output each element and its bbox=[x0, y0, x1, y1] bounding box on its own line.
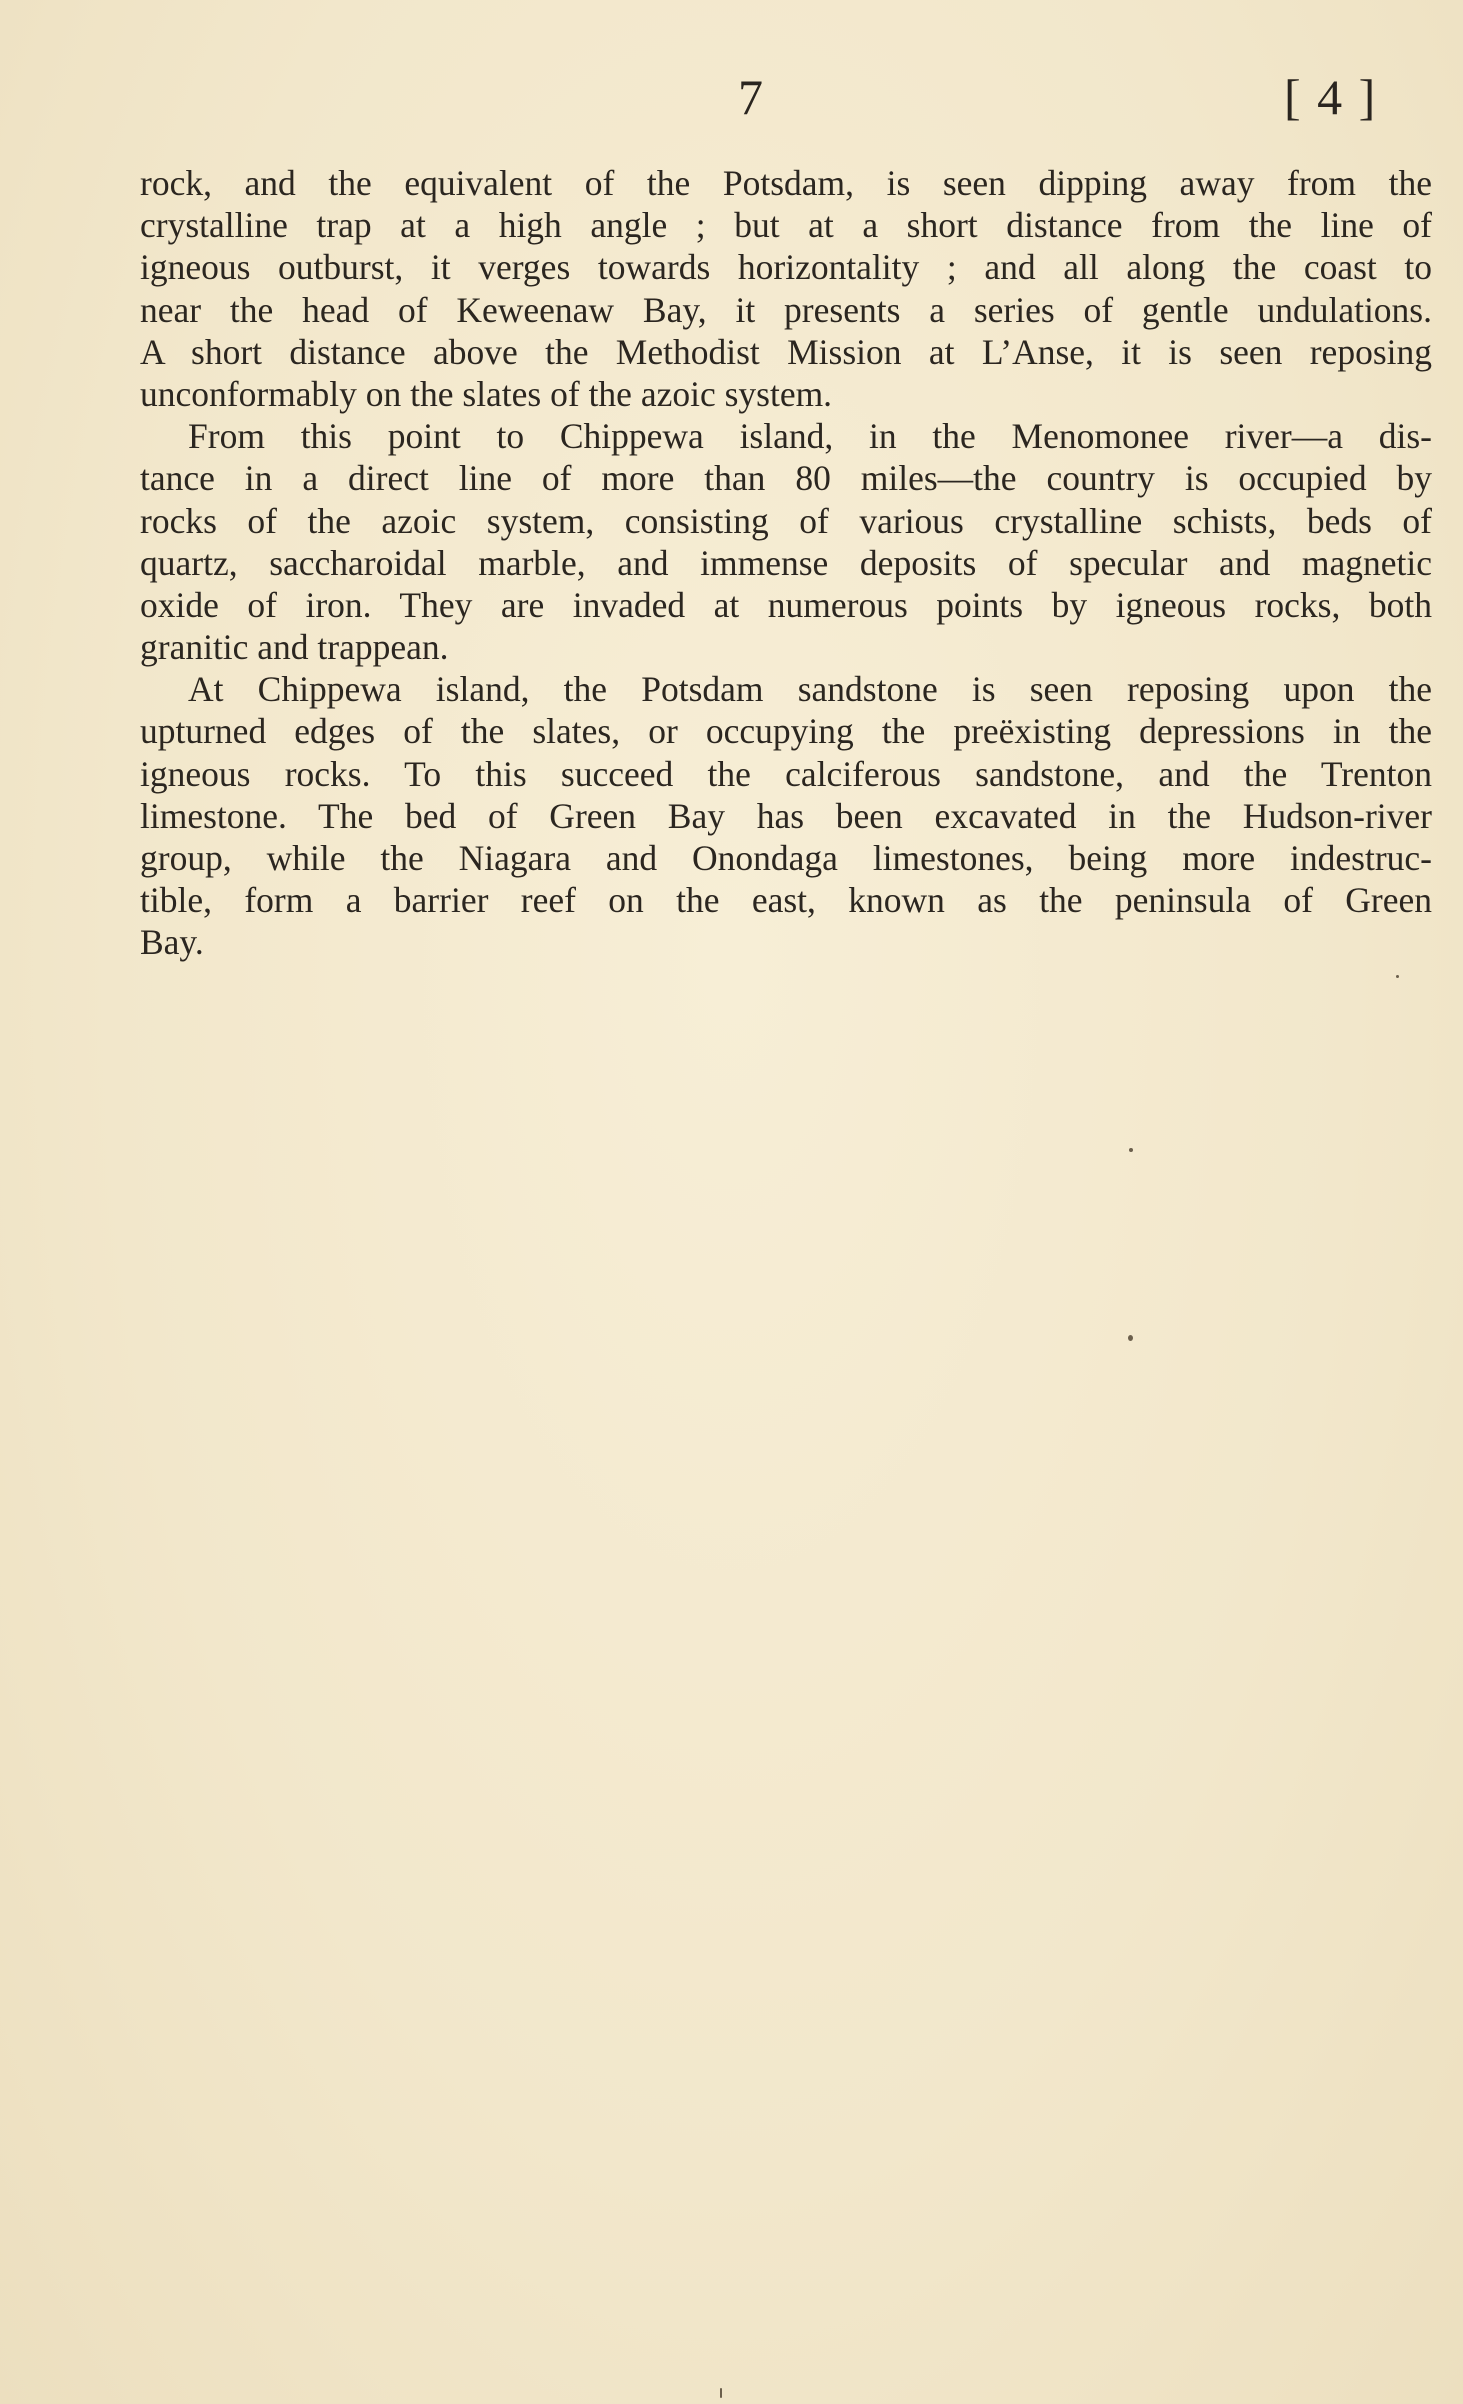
paragraph-3 bbox=[140, 668, 1432, 963]
text-line: upturned edges of the slates, or occupying the preëxisting depressions in the bbox=[140, 711, 1432, 752]
text-line: Bay. bbox=[140, 922, 204, 963]
text-line: granitic and trappean. bbox=[140, 627, 449, 668]
text-line: igneous rocks. To this succeed the calciferous sandstone, and the Trenton bbox=[140, 753, 1432, 794]
text-line: tible, form a barrier reef on the east, known as the peninsula of Green bbox=[140, 880, 1432, 921]
text-line: limestone. The bed of Green Bay has been excavated in the Hudson-river bbox=[140, 795, 1432, 836]
paper-speck bbox=[720, 2388, 722, 2398]
body-text bbox=[140, 162, 1432, 964]
paragraph-2 bbox=[140, 415, 1432, 668]
text-line: group, while the Niagara and Onondaga limestones, being more indestruc- bbox=[140, 838, 1432, 878]
text-line: near the head of Keweenaw Bay, it presents a series of gentle undulations. bbox=[140, 289, 1432, 330]
text-line: oxide of iron. They are invaded at numerous points by igneous rocks, both bbox=[140, 584, 1432, 625]
text-line: At Chippewa island, the Potsdam sandstone is seen reposing upon the bbox=[188, 669, 1432, 710]
text-line: quartz, saccharoidal marble, and immense deposits of specular and magnetic bbox=[140, 542, 1432, 583]
page-number: 7 bbox=[738, 69, 763, 125]
text-line: crystalline trap at a high angle ; but at a short distance from the line of bbox=[140, 205, 1432, 246]
text-line: igneous outburst, it verges towards horizontality ; and all along the coast to bbox=[140, 247, 1432, 288]
paragraph-1 bbox=[140, 162, 1432, 415]
document-number: [ 4 ] bbox=[1284, 69, 1378, 125]
text-line: unconformably on the slates of the azoic system. bbox=[140, 373, 833, 414]
paper-speck bbox=[1129, 1148, 1133, 1152]
text-line: rocks of the azoic system, consisting of various crystalline schists, beds of bbox=[140, 500, 1432, 541]
text-line: tance in a direct line of more than 80 miles—the country is occupied by bbox=[140, 458, 1432, 499]
paper-speck bbox=[1396, 975, 1399, 978]
text-line: rock, and the equivalent of the Potsdam, is seen dipping away from the bbox=[140, 163, 1432, 203]
text-line: A short distance above the Methodist Mission at L’Anse, it is seen reposing bbox=[140, 331, 1432, 372]
paper-speck bbox=[1128, 1335, 1133, 1341]
page-header bbox=[0, 62, 1463, 132]
text-line: From this point to Chippewa island, in the Menomonee river—a dis- bbox=[188, 416, 1432, 457]
